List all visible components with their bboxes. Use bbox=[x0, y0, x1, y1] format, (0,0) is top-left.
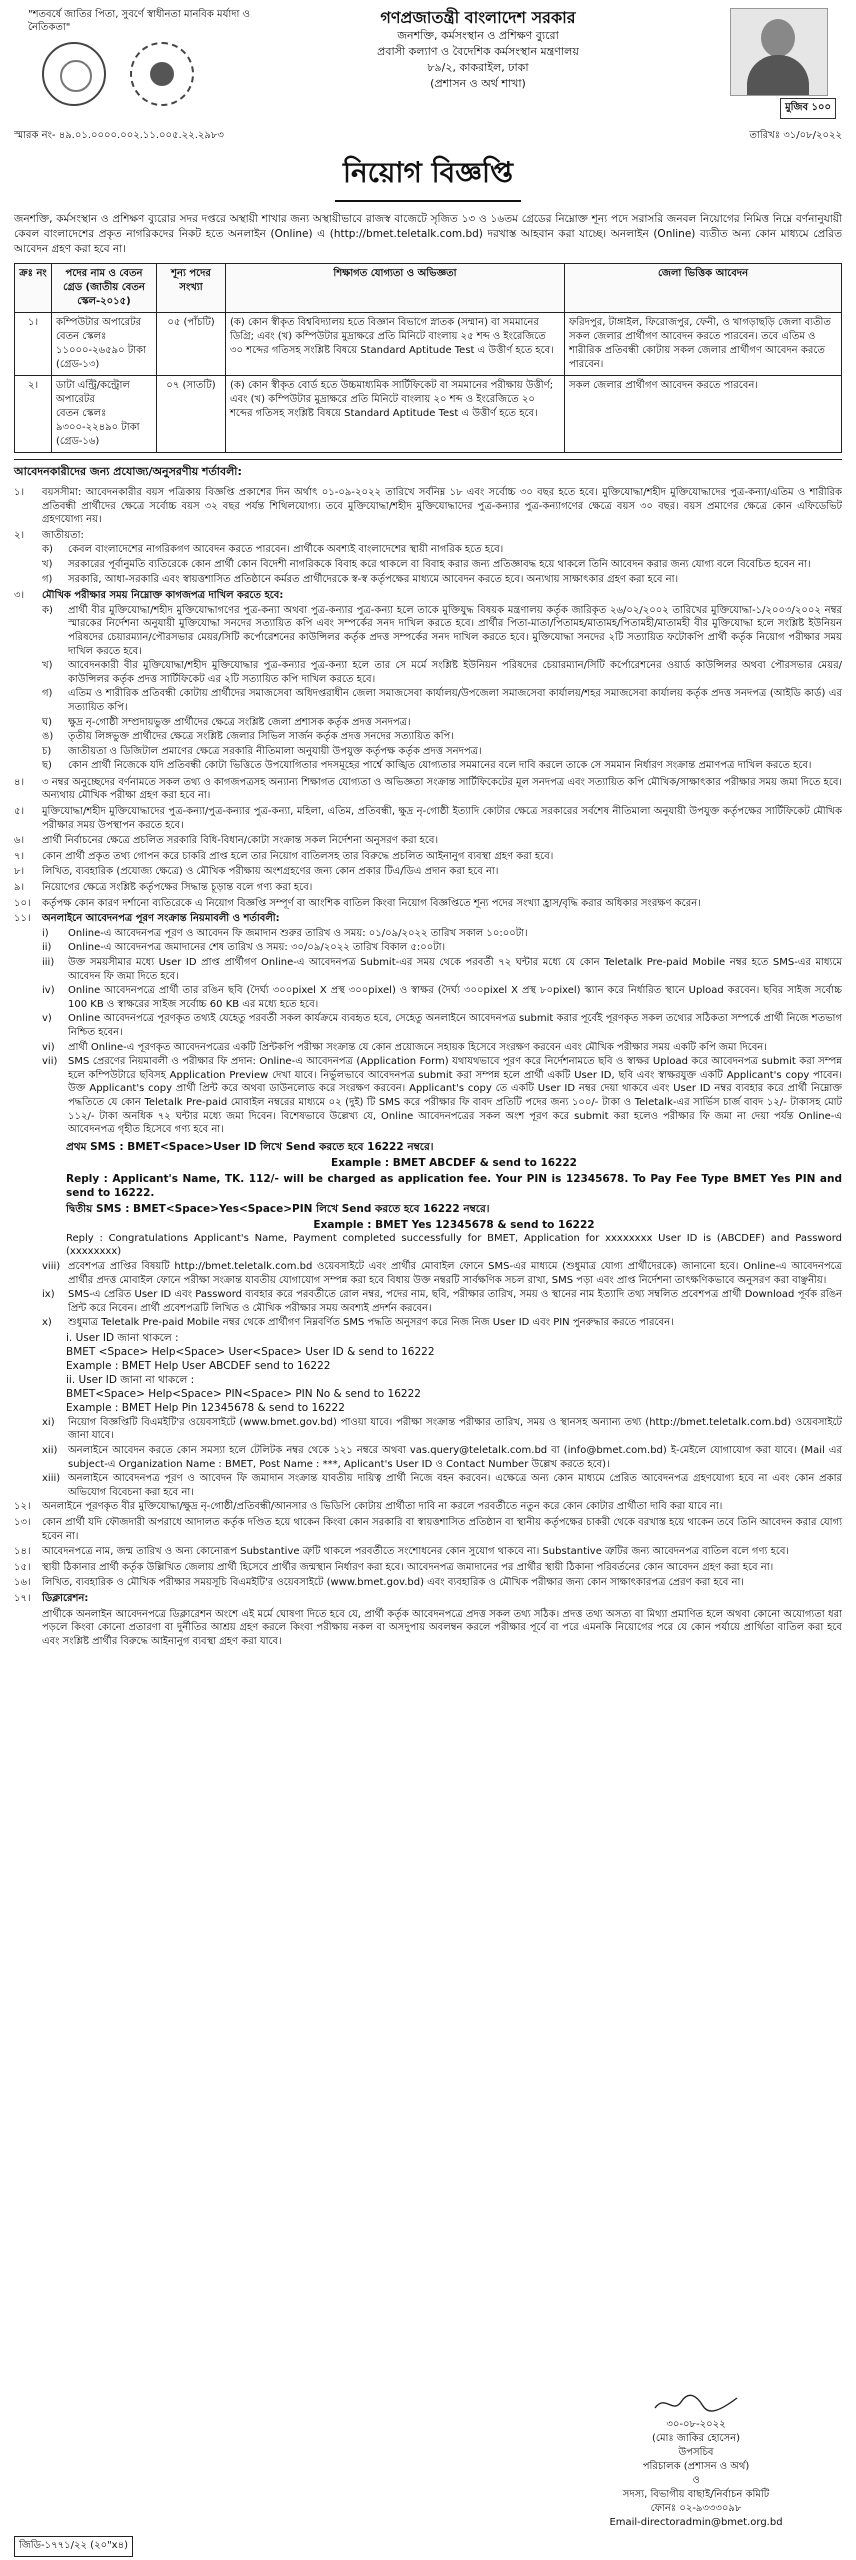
reference-line bbox=[14, 128, 842, 145]
signatory-phone: ফোনঃ ০২-৯৩৩৩০৯৮ bbox=[650, 2503, 742, 2514]
condition-text: অনলাইনে পূরণকৃত বীর মুক্তিযোদ্ধা/ক্ষুদ্র নৃ-গোষ্ঠী/প্রতিবন্ধী/আনসার ও ভিডিপি কোটায় প্রার্থীতা দাবি না করলে পরবর্তীতে নতুন করে কোন কোটার প্রার্থীতা দাবি করা যাবে না। bbox=[42, 1501, 723, 1513]
subitem-text: Online আবেদনপত্রে প্রার্থী তার রঙিন ছবি (দৈর্ঘ্য ৩০০pixel X প্রস্থ ৩০০pixel) ও স্বাক্ষর (দৈর্ঘ্য ৩০০pixel X প্রস্থ ৮০pixel) স্ক্যান করে নির্ধারিত স্থানে Upload করবেন। ছবির সাইজ সর্বোচ্চ 100 KB ও স্বাক্ষরের সাইজ সর্বোচ্চ 60 KB এর মধ্যে হতে হবে। bbox=[68, 985, 842, 1010]
subitem-marker: ক) bbox=[42, 604, 53, 616]
subitem-text: এতিম ও শারীরিক প্রতিবন্ধী কোটায় প্রার্থীদের সমাজসেবা অধিদপ্তরাধীন জেলা সমাজসেবা কার্যালয়/উপজেলা সমাজসেবা কার্যালয়/শহর সমাজসেবা কার্যালয় কর্তৃক প্রদত্ত সনদপত্র (আইডি কার্ড) এর সত্যায়িত কপি। bbox=[68, 688, 842, 713]
col-vacancy-count: শূন্য পদের সংখ্যা bbox=[157, 264, 226, 313]
post-name: কম্পিউটার অপারেটর bbox=[56, 317, 142, 328]
bmet-logo-icon bbox=[130, 42, 194, 106]
condition-body bbox=[42, 529, 842, 587]
col-qualification: শিক্ষাগত যোগ্যতা ও অভিজ্ঞতা bbox=[226, 264, 565, 313]
condition-text: কোন প্রার্থী প্রকৃত তথ্য গোপন করে চাকরি প্রাপ্ত হলে তার নিয়োগ বাতিলসহ তার বিরুদ্ধে প্রচলিত আইনানুগ ব্যবস্থা গ্রহণ করা হবে। bbox=[42, 850, 554, 862]
condition-text: লিখিত, ব্যবহারিক ও মৌখিক পরীক্ষার সময়সূচি বিএমইটি'র ওয়েবসাইটে (www.bmet.gov.bd) এবং ব্যবহারিক ও মৌখিক পরীক্ষার জন্য কোন সাক্ষাৎকারপত্র প্রেরণ করা হবে না। bbox=[42, 1577, 744, 1589]
subitem-marker: x) bbox=[42, 1317, 52, 1329]
grade: (গ্রেড-১৬) bbox=[56, 436, 100, 447]
conditions-list-tail bbox=[42, 1416, 842, 1500]
condition-subitem bbox=[42, 1288, 842, 1315]
condition-subitem bbox=[42, 941, 842, 955]
condition-item bbox=[14, 1576, 842, 1590]
condition-body bbox=[42, 1592, 842, 1606]
subitem-text: Online-এ আবেদনপত্র জমাদানের শেষ তারিখ ও সময়: ৩০/০৯/২০২২ তারিখ বিকাল ৫:০০টা। bbox=[68, 942, 446, 954]
condition-body bbox=[42, 850, 842, 864]
pin-recovery-help bbox=[66, 1331, 842, 1415]
subitem-marker: xi) bbox=[42, 1416, 55, 1428]
help-line: BMET<Space> Help<Space> PIN<Space> PIN No & send to 16222 bbox=[66, 1387, 421, 1400]
condition-subitem bbox=[42, 1260, 842, 1287]
condition-text: মুক্তিযোদ্ধা/শহীদ মুক্তিযোদ্ধাদের পুত্র-কন্যা/পুত্র-কন্যার পুত্র-কন্যা, মহিলা, এতিম, প্রতিবন্ধী, ক্ষুদ্র নৃ-গোষ্ঠী ইত্যাদি কোটার ক্ষেত্রে সরকারের সর্বশেষ নীতিমালা অনুযায়ী উপযুক্ত কর্তৃপক্ষের সার্টিফিকেট মৌখিক পরীক্ষার সময় উপস্থাপন করতে হবে। bbox=[42, 806, 842, 831]
condition-number: ১৬। bbox=[14, 1577, 31, 1589]
help-line: BMET <Space> Help<Space> User<Space> User ID & send to 16222 bbox=[66, 1345, 435, 1358]
sms-second-reply: Reply : Congratulations Applicant's Name, Payment completed successfully for BMET, Application for xxxxxxxx User ID is (ABCDEF) and Password (xxxxxxxx) bbox=[66, 1232, 842, 1258]
condition-body bbox=[42, 912, 842, 1138]
condition-subitem bbox=[42, 1012, 842, 1039]
subitem-text: উক্ত সময়সীমার মধ্যে User ID প্রাপ্ত প্রার্থীগণ Online-এ আবেদনপত্র Submit-এর সময় থেকে পরবর্তী ৭২ ঘন্টার মধ্যে যে কোন Teletalk Pre-paid Mobile নম্বর হতে SMS-এর মাধ্যমে আবেদন ফি জমা দিতে হবে। bbox=[68, 957, 842, 982]
subitem-marker: iv) bbox=[42, 985, 55, 997]
subitem-text: তৃতীয় লিঙ্গভুক্ত প্রার্থীদের ক্ষেত্রে সংশ্লিষ্ট জেলার সিভিল সার্জন কর্তৃক প্রদত্ত সনদের সত্যায়িত কপি। bbox=[68, 731, 454, 743]
subitem-text: প্রবেশপত্র প্রাপ্তির বিষয়টি http://bmet.teletalk.com.bd ওয়েবসাইটে এবং প্রার্থীর মোবাইল ফোনে SMS-এর মাধ্যমে (শুধুমাত্র যোগ্য প্রার্থীদেরকে) জানানো হবে। Online-এ আবেদনপত্রে প্রার্থীর প্রদত্ত মোবাইল ফোনে পরীক্ষা সংক্রান্ত যাবতীয় যোগাযোগ সম্পন্ন করা হবে বিধায় উক্ত নম্বরটি সার্বক্ষণিক সচল রাখা, SMS পড়া এবং প্রাপ্ত নির্দেশনা তাৎক্ষণিকভাবে অনুসরণ করা বাঞ্ছনীয়। bbox=[68, 1260, 842, 1286]
condition-text: অনলাইনে আবেদনপত্র পূরণ সংক্রান্ত নিয়মাবলী ও শর্তাবলী: bbox=[42, 913, 280, 925]
condition-body bbox=[42, 589, 842, 774]
condition-subitem bbox=[42, 956, 842, 983]
condition-body bbox=[42, 1545, 842, 1559]
sms-instructions bbox=[66, 1140, 842, 1259]
subitem-text: শুধুমাত্র Teletalk Pre-paid Mobile নম্বর থেকে প্রার্থীগণ নিম্নবর্ণিত SMS পদ্ধতি অনুসরণ করে নিজ নিজ User ID এবং PIN পুনরুদ্ধার করতে পারবেন। bbox=[68, 1317, 674, 1329]
table-row bbox=[15, 313, 842, 376]
gov-title: গণপ্রজাতন্ত্রী বাংলাদেশ সরকার bbox=[380, 8, 576, 27]
subitem-marker: চ) bbox=[42, 745, 52, 757]
gd-code: জিডি-১৭৭১/২২ (২০"x৪) bbox=[14, 2536, 133, 2557]
help-line: i. User ID জানা থাকলে : bbox=[66, 1331, 179, 1344]
row-post bbox=[52, 313, 157, 376]
condition-subitem bbox=[42, 659, 842, 686]
condition-text: আবেদনপত্রে নাম, জন্ম তারিখ ও অন্য কোনোরূপ Substantive ত্রুটি থাকলে পরবর্তীতে সংশোধনের কোন সুযোগ থাকবে না। Substantive ত্রুটির জন্য আবেদনপত্র বাতিল বলে গণ্য হবে। bbox=[42, 1546, 790, 1558]
condition-item bbox=[14, 834, 842, 848]
subitem-text: অনলাইনে আবেদন করতে কোন সমস্যা হলে টেলিটক নম্বর থেকে ১২১ নম্বরে অথবা vas.query@teletalk.com.bd বা (info@bmet.com.bd) ই-মেইলে যোগাযোগ করা যাবে। (Mail এর subject-এ Organization Name : BMET, Post Name : ***, Aplicant's User ID ও Contact Number উল্লেখ করতে হবে)। bbox=[68, 1445, 842, 1470]
subitem-marker: ঙ) bbox=[42, 731, 54, 743]
condition-number: ১৫। bbox=[14, 1561, 31, 1573]
subitem-marker: ii) bbox=[42, 942, 52, 954]
subitem-marker: খ) bbox=[42, 558, 53, 570]
condition-body bbox=[42, 881, 842, 895]
subitem-text: কেবল বাংলাদেশের নাগরিকগণ আবেদন করতে পারবেন। প্রার্থীকে অবশ্যই বাংলাদেশের স্থায়ী নাগরিক হতে হবে। bbox=[68, 544, 504, 556]
condition-item bbox=[14, 1516, 842, 1543]
subitem-text: সরকারি, আধা-সরকারি এবং স্বায়ত্তশাসিত প্রতিষ্ঠানে কর্মরত প্রার্থীদেরকে স্ব-স্ব কর্তৃপক্ষের মাধ্যমে আবেদন করতে হবে। অন্যথায় সাক্ষাৎকার গ্রহণ করা হবে না। bbox=[68, 573, 679, 585]
subitem-marker: ছ) bbox=[42, 760, 52, 772]
condition-subitem bbox=[42, 1055, 842, 1137]
condition-body bbox=[42, 897, 842, 911]
office-address: ৮৯/২, কাকরাইল, ঢাকা bbox=[427, 61, 529, 74]
notice-date: তারিখঃ ৩১/০৮/২০২২ bbox=[749, 130, 842, 141]
col-district: জেলা ভিত্তিক আবেদন bbox=[565, 264, 842, 313]
condition-subitem bbox=[42, 543, 842, 557]
subitem-text: SMS-এ প্রেরিত User ID এবং Password ব্যবহার করে পরবর্তীতে রোল নম্বর, পদের নাম, ছবি, পরীক্ষার তারিখ, সময় ও স্থানের নাম ইত্যাদি তথ্য সম্বলিত প্রবেশপত্র প্রার্থী Download পূর্বক রঙিন প্রিন্ট করে নিবেন। প্রার্থী প্রবেশপত্রটি লিখিত ও মৌখিক পরীক্ষার সময় অবশ্যই প্রদর্শন করবেন। bbox=[68, 1289, 842, 1314]
subitem-marker: ix) bbox=[42, 1289, 55, 1301]
condition-item bbox=[14, 486, 842, 527]
sms-second-example: Example : BMET Yes 12345678 & send to 16222 bbox=[313, 1218, 595, 1231]
subitem-text: ক্ষুদ্র নৃ-গোষ্ঠী সম্প্রদায়ভুক্ত প্রার্থীদের ক্ষেত্রে সংশ্লিষ্ট জেলা প্রশাসক কর্তৃক প্রদত্ত সনদপত্র। bbox=[68, 716, 411, 728]
condition-subitem bbox=[42, 1444, 842, 1471]
conditions-list bbox=[14, 486, 842, 1138]
bureau-name: জনশক্তি, কর্মসংস্থান ও প্রশিক্ষণ ব্যুরো bbox=[397, 29, 559, 42]
condition-text: কর্তৃপক্ষ কোন কারণ দর্শানো ব্যতিরেকে এ নিয়োগ বিজ্ঞপ্তি সম্পূর্ণ বা আংশিক বাতিল কিংবা নিয়োগ বিজ্ঞপ্তিতে শূন্য পদের সংখ্যা হ্রাস/বৃদ্ধি করার অধিকার সংরক্ষণ করেন। bbox=[42, 897, 701, 909]
help-line: Example : BMET Help User ABCDEF send to 16222 bbox=[66, 1359, 331, 1372]
signatory-and: ও bbox=[692, 2475, 700, 2486]
signatory-office: পরিচালক (প্রশাসন ও অর্থ) bbox=[642, 2461, 750, 2472]
ministry-name: প্রবাসী কল্যাণ ও বৈদেশিক কর্মসংস্থান মন্ত্রণালয় bbox=[377, 45, 579, 58]
signature-block bbox=[576, 2390, 816, 2530]
row-serial: ২। bbox=[15, 376, 52, 453]
portrait-image bbox=[730, 8, 828, 96]
condition-number: ১৭। bbox=[14, 1593, 31, 1604]
signatory-email: Email-directoradmin@bmet.org.bd bbox=[609, 2517, 783, 2528]
col-serial: ক্রঃ নং bbox=[15, 264, 52, 313]
subitem-text: কোন প্রার্থী নিজেকে যদি প্রতিবন্ধী কোটা ভিত্তিতে উপযোগিতার পদসমূহের পার্শ্বে কাঙ্খিত যোগ্যতার সমমানের বলে দাবি করলে তাকে সে সমমান নির্ধারণ সংক্রান্ত প্রমাণপত্র দাখিল করতে হবে। bbox=[68, 760, 812, 772]
condition-item bbox=[14, 1592, 842, 1606]
notice-title: নিয়োগ বিজ্ঞপ্তি bbox=[335, 151, 521, 202]
condition-subitem bbox=[42, 573, 842, 587]
condition-subitem bbox=[42, 716, 842, 730]
condition-subitem bbox=[42, 1041, 842, 1055]
conditions-list-final bbox=[14, 1500, 842, 1648]
signature-date: ৩০-০৮-২০২২ bbox=[666, 2419, 726, 2430]
subitem-text: অনলাইনে আবেদনপত্র পূরণ ও আবেদন ফি জমাদান সংক্রান্ত যাবতীয় দায়িত্ব প্রার্থী নিজে বহন করবেন। এক্ষেত্রে অন্য কোন মাধ্যমে প্রেরিত আবেদনপত্র গ্রহণযোগ্য হবে না এবং কোন প্রকার অভিযোগ বিবেচনা করা হবে না। bbox=[68, 1473, 842, 1498]
row-post bbox=[52, 376, 157, 453]
row-qualification: (ক) কোন স্বীকৃত বিশ্ববিদ্যালয় হতে বিজ্ঞান বিভাগে স্নাতক (সম্মান) বা সমমানের ডিগ্রি; এবং (খ) কম্পিউটার মুদ্রাক্ষরে প্রতি মিনিটে বাংলায় ২৫ শব্দ ও ইংরেজিতে ৩০ শব্দের গতিসহ সংশ্লিষ্ট বিষয়ে Standard Aptitude Test এ উত্তীর্ণ হতে হবে। bbox=[226, 313, 565, 376]
conditions-heading: আবেদনকারীদের জন্য প্রযোজ্য/অনুসরণীয় শর্তাবলী: bbox=[14, 459, 842, 482]
condition-text: লিখিত, ব্যবহারিক (প্রযোজ্য ক্ষেত্রে) ও মৌখিক পরীক্ষায় অংশগ্রহণের জন্য কোন প্রকার টিএ/ডিএ প্রদান করা হবে না। bbox=[42, 866, 499, 878]
row-qualification: (ক) কোন স্বীকৃত বোর্ড হতে উচ্চমাধ্যমিক সার্টিফিকেট বা সমমানের পরীক্ষায় উত্তীর্ণ; এবং (খ) কম্পিউটার মুদ্রাক্ষরে প্রতি মিনিটে বাংলায় ২০ শব্দ ও ইংরেজিতে ২০ শব্দের গতিসহ সংশ্লিষ্ট বিষয়ে Standard Aptitude Test এ উত্তীর্ণ হতে হবে। bbox=[226, 376, 565, 453]
condition-body bbox=[42, 486, 842, 527]
table-header-row bbox=[15, 264, 842, 313]
subitem-marker: ঘ) bbox=[42, 716, 53, 728]
subitem-text: নিয়োগ বিজ্ঞপ্তিটি বিএমইটি'র ওয়েবসাইটে (www.bmet.gov.bd) পাওয়া যাবে। পরীক্ষা সংক্রান্ত পরীক্ষার তারিখ, সময় ও স্থানসহ অন্যান্য তথ্য (http://bmet.teletalk.com.bd) ওয়েবসাইটে জানা যাবে। bbox=[68, 1416, 842, 1442]
condition-text: স্থায়ী ঠিকানার প্রার্থী কর্তৃক উল্লিখিত জেলায় প্রার্থী হিসেবে প্রার্থীর জন্মস্থান নির্ধারণ করা হবে। আবেদনপত্র জমাদানের পর প্রার্থীর স্থায়ী ঠিকানা পরিবর্তনের কোন আবেদন গ্রহণ করা হবে না। bbox=[42, 1561, 774, 1573]
condition-number: ৭। bbox=[14, 850, 25, 862]
subitem-marker: vii) bbox=[42, 1056, 58, 1068]
condition-number: ৮। bbox=[14, 866, 25, 878]
condition-text: মৌখিক পরীক্ষার সময় নিম্নোক্ত কাগজপত্র দাখিল করতে হবে: bbox=[42, 590, 284, 602]
condition-body bbox=[42, 1576, 842, 1590]
subitem-marker: xiii) bbox=[42, 1473, 61, 1485]
condition-subitem bbox=[42, 730, 842, 744]
condition-body bbox=[42, 1608, 842, 1649]
subitem-text: Online-এ আবেদনপত্র পূরণ ও আবেদন ফি জমাদান শুরুর তারিখ ও সময়: ০১/০৯/২০২২ তারিখ সকাল ১০:০০টা। bbox=[68, 927, 528, 939]
row-count: ০৫ (পাঁচটি) bbox=[157, 313, 226, 376]
signatory-committee: সদস্য, বিভাগীয় বাছাই/নির্বাচন কমিটি bbox=[622, 2489, 770, 2500]
subitem-text: আবেদনকারী বীর মুক্তিযোদ্ধা/শহীদ মুক্তিযোদ্ধার পুত্র-কন্যার পুত্র-কন্যা হলে তার সে মর্মে সংশ্লিষ্ট ইউনিয়ন পরিষদের চেয়ারম্যান/সিটি কর্পোরেশনের ওয়ার্ড কাউন্সিলর অথবা পৌরসভার মেয়র/কাউন্সিলর কর্তৃক প্রদত্ত সার্টিফিকেট এর ২টি সত্যায়িত কপি দাখিল করতে হবে। bbox=[68, 660, 842, 685]
signature-mark-icon bbox=[651, 2390, 741, 2416]
subitem-marker: ক) bbox=[42, 544, 53, 556]
condition-body bbox=[42, 1500, 842, 1514]
condition-body bbox=[42, 776, 842, 803]
condition-body bbox=[42, 834, 842, 848]
condition-text: জাতীয়তা: bbox=[42, 529, 84, 541]
condition-number: ২। bbox=[14, 529, 25, 541]
help-line: Example : BMET Help Pin 12345678 & send to 16222 bbox=[66, 1401, 345, 1414]
subitem-marker: viii) bbox=[42, 1260, 61, 1272]
condition-number: ৪। bbox=[14, 776, 25, 788]
subitem-marker: গ) bbox=[42, 688, 53, 700]
subitem-text: সরকারের পূর্বানুমতি ব্যতিরেকে কোন প্রার্থী কোন বিদেশী নাগরিককে বিবাহ করে থাকলে বা বিবাহ করার জন্য প্রতিজ্ঞাবদ্ধ হয়ে থাকলে তিনি আবেদন করার জন্য যোগ্য বলে বিবেচিত হবেন না। bbox=[68, 558, 811, 570]
subitem-marker: xii) bbox=[42, 1445, 58, 1457]
row-district: ফরিদপুর, টাঙ্গাইল, ফিরোজপুর, ফেনী, ও খাগড়াছড়ি জেলা ব্যতীত সকল জেলার প্রার্থীগণ আবেদন করতে পারবেন। তবে এতিম ও শারীরিক প্রতিবন্ধী কোটায় সকল জেলার প্রার্থীগণ আবেদন করতে পারবেন। bbox=[565, 313, 842, 376]
row-serial: ১। bbox=[15, 313, 52, 376]
condition-subitem bbox=[42, 759, 842, 773]
condition-subitem bbox=[42, 984, 842, 1011]
condition-text: বয়সসীমা: আবেদনকারীর বয়স পত্রিকায় বিজ্ঞপ্তি প্রকাশের দিন অর্থাৎ ০১-০৯-২০২২ তারিখে সর্বনিম্ন ১৮ এবং সর্বোচ্চ ৩০ বছর হতে হবে। মুক্তিযোদ্ধা/শহীদ মুক্তিযোদ্ধাদের পুত্র-কন্যা/এতিম ও শারীরিক প্রতিবন্ধী প্রার্থীদের ক্ষেত্রে সর্বোচ্চ বয়স ৩২ বছর পর্যন্ত শিথিলযোগ্য। তবে মুক্তিযোদ্ধা/শহীদ মুক্তিযোদ্ধাদের পুত্র-কন্যার পুত্র-কন্যাগণের ক্ষেত্রে বয়স ৩০ বছর। বয়স প্রমাণের ক্ষেত্রে কোন এফিডেভিট গ্রহণযোগ্য নয়। bbox=[42, 487, 842, 526]
intro-paragraph: জনশক্তি, কর্মসংস্থান ও প্রশিক্ষণ ব্যুরোর সদর দপ্তরে অস্থায়ী শাখার জন্য অস্থায়ীভাবে রাজস্ব বাজেটে সৃজিত ১৩ ও ১৬তম গ্রেডের নিম্নোক্ত শূন্য পদে সরাসরি জনবল নিয়োগের নিমিত্ত নিম্নে বর্ণনানুযায়ী কেবল বাংলাদেশের প্রকৃত নাগরিকদের নিকট হতে অনলাইন (Online) এ (http://bmet.teletalk.com.bd) দরখাস্ত আহবান করা যাচ্ছে। অনলাইন (Online) ব্যতীত অন্য কোন মাধ্যমে প্রেরিত আবেদন গ্রহণ করা হবে না। bbox=[14, 213, 842, 255]
row-count: ০৭ (সাতটি) bbox=[157, 376, 226, 453]
condition-subitem bbox=[42, 558, 842, 572]
condition-body bbox=[42, 1516, 842, 1543]
condition-body bbox=[42, 1561, 842, 1575]
motto-text: "শতবর্ষে জাতির পিতা, সুবর্ণে স্বাধীনতা মানবিক মর্যাদা ও নৈতিকতা" bbox=[28, 9, 250, 33]
condition-text: প্রার্থী নির্বাচনের ক্ষেত্রে প্রচলিত সরকারি বিধি-বিধান/কোটা সংক্রান্ত সকল নির্দেশনা অনুসরণ করা হবে। bbox=[42, 835, 439, 847]
condition-item bbox=[14, 850, 842, 864]
condition-number: ৫। bbox=[14, 806, 25, 818]
subitem-text: জাতীয়তা ও ডিজিটাল প্রমাণের ক্ষেত্রে সরকারি নীতিমালা অনুযায়ী উপযুক্ত কর্তৃপক্ষ কর্তৃক প্রদত্ত সনদপত্র। bbox=[68, 745, 482, 757]
condition-subitem bbox=[42, 1472, 842, 1499]
condition-item bbox=[14, 881, 842, 895]
table-row bbox=[15, 376, 842, 453]
condition-item bbox=[14, 1561, 842, 1575]
condition-item bbox=[14, 805, 842, 832]
sms-second-step: দ্বিতীয় SMS : BMET<Space>Yes<Space>PIN লিখে Send করতে হবে 16222 নম্বরে। bbox=[66, 1202, 490, 1215]
condition-body bbox=[42, 865, 842, 879]
condition-number: ৬। bbox=[14, 835, 25, 847]
condition-item bbox=[14, 589, 842, 774]
condition-subitem bbox=[42, 1416, 842, 1443]
subitem-marker: গ) bbox=[42, 573, 53, 585]
condition-item bbox=[14, 897, 842, 911]
memo-number: স্মারক নং- ৪৯.০১.০০০০.০০২.১১.০০৫.২২.২৯৮৩ bbox=[14, 130, 224, 141]
condition-number bbox=[14, 1608, 42, 1649]
subitem-text: প্রার্থী Online-এ পূরণকৃত আবেদনপত্রের একটি প্রিন্টকপি পরীক্ষা সংক্রান্ত যে কোন প্রয়োজনে সহায়ক হিসেবে সংরক্ষণ করবেন এবং মৌখিক পরীক্ষার সময় একটি কপি জমা দিবেন। bbox=[68, 1041, 767, 1053]
condition-subitem bbox=[42, 1316, 842, 1330]
signatory-designation: উপসচিব bbox=[678, 2447, 714, 2458]
sms-first-step: প্রথম SMS : BMET<Space>User ID লিখে Send করতে হবে 16222 নম্বরে। bbox=[66, 1140, 434, 1153]
government-seal-icon bbox=[42, 42, 106, 106]
subitem-text: Online আবেদনপত্রে পূরণকৃত তথ্যই যেহেতু পরবর্তী সকল কার্যক্রমে ব্যবহৃত হবে, সেহেতু অনলাইনে আবেদনপত্র submit করার পূর্বেই পূরণকৃত সকল তথ্যের সঠিকতা সম্পর্কে প্রার্থী নিজে শতভাগ নিশ্চিত হবেন। bbox=[68, 1013, 842, 1038]
condition-number: ১০। bbox=[14, 897, 31, 909]
condition-text: প্রার্থীকে অনলাইন আবেদনপত্রে ডিক্লারেশন অংশে এই মর্মে ঘোষণা দিতে হবে যে, প্রার্থী কর্তৃক আবেদনপত্রে প্রদত্ত সকল তথ্য সঠিক। প্রদত্ত তথ্য অসত্য বা মিথ্যা প্রমাণিত হলে অথবা কোনো অযোগ্যতা ধরা পড়লে কিংবা কোনো প্রতারণা বা দুর্নীতির আশ্রয় গ্রহণ করলে কিংবা পরীক্ষায় নকল বা অসদুপায় অবলম্বন করলে পরীক্ষার পূর্বে বা পরে এমনকি নিয়োগের পরে যে কোন পর্যায়ে প্রার্থিতা বাতিল করা হবে এবং সংশ্লিষ্ট প্রার্থীর বিরুদ্ধে আইনানুগ ব্যবস্থা গ্রহণ করা যাবে। bbox=[42, 1608, 842, 1647]
vacancy-table bbox=[14, 263, 842, 453]
mujib-100-badge: মুজিব ১০০ bbox=[780, 98, 836, 119]
condition-subitem bbox=[42, 927, 842, 941]
condition-item bbox=[14, 912, 842, 1138]
subitem-marker: vi) bbox=[42, 1041, 55, 1053]
condition-number: ১৩। bbox=[14, 1517, 31, 1529]
signatory-name: (মোঃ জাকির হোসেন) bbox=[651, 2433, 740, 2444]
condition-item bbox=[14, 776, 842, 803]
subitem-text: SMS প্রেরণের নিয়মাবলী ও পরীক্ষার ফি প্রদান: Online-এ আবেদনপত্র (Application Form) যথাযথভাবে পূরণ করে নির্দেশনামতে ছবি ও স্বাক্ষর Upload করে আবেদনপত্র submit করা সম্পন্ন হলে কম্পিউটারে ছবিসহ Application Preview দেখা যাবে। নির্ভুলভাবে আবেদনপত্র submit করা সম্পন্ন হলে প্রার্থী একটি User ID, ছবি এবং স্বাক্ষরযুক্ত একটি Applicant's copy পাবেন। উক্ত Applicant's copy প্রার্থী প্রিন্ট করে অথবা ডাউনলোড করে সংরক্ষণ করবেন। Applicant's copy তে একটি User ID নম্বর দেয়া থাকবে এবং User ID নম্বর ব্যবহার করে প্রার্থী নিম্নোক্ত পদ্ধতিতে যে কোন Teletalk Pre-paid মোবাইল নম্বরের মাধ্যমে ০২ (দুই) টি SMS করে পরীক্ষার ফি বাবদ প্রতিটি পদের জন্য ১০০/- টাকা ও Teletalk-এর সার্ভিস চার্জ বাবদ ১২/- টাকাসহ মোট ১১২/- টাকা অনধিক ৭২ ঘন্টার মধ্যে জমা দিবেন। বিশেষভাবে উল্লেখ্য যে, Online আবেদনপত্রের সকল অংশ পূরণ করে submit করা হলেও পরীক্ষার ফি জমা না দেয়া পর্যন্ত Online-এ আবেদনপত্র গৃহীত হিসেবে গণ্য হবে না। bbox=[68, 1056, 842, 1136]
condition-number: ১। bbox=[14, 487, 25, 498]
subitem-text: প্রার্থী বীর মুক্তিযোদ্ধা/শহীদ মুক্তিযোদ্ধাগণের পুত্র-কন্যা অথবা পুত্র-কন্যার পুত্র-কন্যা হলে তাকে মুক্তিযুদ্ধ বিষয়ক মন্ত্রণালয় কর্তৃক জারিকৃত ২৬/০২/২০০২ তারিখের মুক্তিযোদ্ধা-১/২০০৩/২০০২ নম্বর স্মারকের নির্দেশনা অনুযায়ী মুক্তিযোদ্ধা সনদের সত্যায়িত কপি এবং সম্পর্কের সনদ দাখিল করতে হবে। প্রার্থীর পিতা-মাতা/পিতামহ/মাতামহ/পিতামহী/মাতামহী বীর মুক্তিযোদ্ধা হলে সংশ্লিষ্ট ইউনিয়ন পরিষদের চেয়ারম্যান/পৌরসভার মেয়র/সিটি কর্পোরেশনের কাউন্সিলর কর্তৃক প্রদত্ত সম্পর্কের সনদ দাখিল করতে হবে। মুক্তিযোদ্ধা সনদের ২টি সত্যায়িত ফটোকপি প্রার্থী কর্তৃক নিয়োগ পরীক্ষার সময় দাখিল করতে হবে। bbox=[68, 604, 842, 657]
pay-scale: বেতন স্কেলঃ ৯৩০০-২২৪৯০ টাকা bbox=[56, 408, 140, 433]
condition-number: ১২। bbox=[14, 1501, 31, 1513]
condition-item bbox=[14, 529, 842, 587]
grade: (গ্রেড-১৩) bbox=[56, 359, 100, 370]
condition-item bbox=[14, 1608, 842, 1649]
condition-subitem bbox=[42, 687, 842, 714]
condition-text: ৩ নম্বর অনুচ্ছেদের বর্ণনামতে সকল তথ্য ও কাগজপত্রসহ অন্যান্য শিক্ষাগত যোগ্যতা ও অভিজ্ঞতা সংক্রান্ত সার্টিফিকেটের মূল সনদপত্র এবং সত্যায়িত কপি মৌখিক/সাক্ষাৎকার পরীক্ষার সময় জমা দিতে হবে। অন্যথায় মৌখিক পরীক্ষা গ্রহণ করা হবে না। bbox=[42, 776, 842, 802]
subitem-marker: খ) bbox=[42, 660, 53, 672]
notice-title-wrap bbox=[14, 151, 842, 202]
row-district: সকল জেলার প্রার্থীগণ আবেদন করতে পারবেন। bbox=[565, 376, 842, 453]
subitem-marker: iii) bbox=[42, 957, 55, 968]
condition-item bbox=[14, 1500, 842, 1514]
notice-header bbox=[14, 8, 842, 126]
condition-subitem bbox=[42, 604, 842, 658]
condition-number: ৯। bbox=[14, 882, 25, 894]
condition-item bbox=[14, 1545, 842, 1559]
government-heading bbox=[264, 8, 692, 92]
condition-number: ১১। bbox=[14, 913, 31, 925]
condition-body bbox=[42, 805, 842, 832]
sms-first-example: Example : BMET ABCDEF & send to 16222 bbox=[331, 1156, 577, 1169]
condition-number: ১৪। bbox=[14, 1546, 31, 1558]
post-name: ডাটা এন্ট্রি/কন্ট্রোল অপারেটর bbox=[56, 380, 130, 405]
sms-first-reply: Reply : Applicant's Name, TK. 112/- will be charged as application fee. Your PIN is 12345678. To Pay Fee Type BMET Yes PIN and send to 16222. bbox=[66, 1172, 842, 1199]
subitem-marker: v) bbox=[42, 1013, 52, 1025]
condition-text: নিয়োগের ক্ষেত্রে সংশ্লিষ্ট কর্তৃপক্ষের সিদ্ধান্ত চূড়ান্ত বলে গণ্য করা হবে। bbox=[42, 882, 313, 894]
conditions-list-continued bbox=[42, 1260, 842, 1330]
condition-text: ডিক্লারেশন: bbox=[42, 1593, 89, 1604]
branch-name: (প্রশাসন ও অর্থ শাখা) bbox=[430, 77, 526, 90]
pay-scale: বেতন স্কেলঃ ১১০০০-২৬৫৯০ টাকা bbox=[56, 331, 146, 356]
condition-subitem bbox=[42, 745, 842, 759]
condition-number: ৩। bbox=[14, 590, 25, 602]
help-line: ii. User ID জানা না থাকলে : bbox=[66, 1373, 195, 1386]
condition-text: কোন প্রার্থী যদি ফৌজদারী অপরাধে আদালত কর্তৃক দণ্ডিত হয়ে থাকেন কিংবা কোন সরকারি বা স্বায়ত্তশাসিত প্রতিষ্ঠান বা স্থানীয় কর্তৃপক্ষের চাকরী থেকে বরখাস্ত হয়ে থাকেন তবে তিনি আবেদন করার যোগ্য হবেন না। bbox=[42, 1517, 842, 1542]
condition-item bbox=[14, 865, 842, 879]
col-post: পদের নাম ও বেতন গ্রেড (জাতীয় বেতন স্কেল-২০১৫) bbox=[52, 264, 157, 313]
subitem-marker: i) bbox=[42, 927, 49, 939]
